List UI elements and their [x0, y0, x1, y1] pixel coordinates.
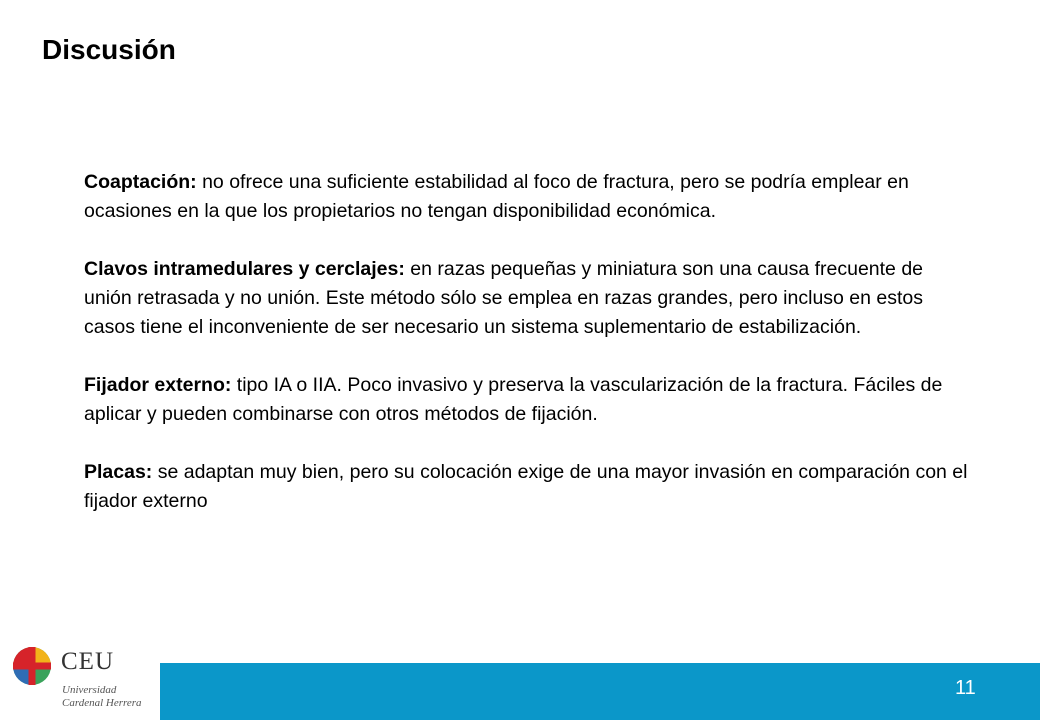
paragraph-coaptacion: [84, 168, 974, 226]
discussion-content: [84, 168, 974, 545]
term-placas: Placas:: [84, 461, 153, 483]
term-coaptacion: Coaptación:: [84, 171, 197, 193]
ceu-cross-icon: [12, 646, 52, 686]
ceu-logo: [12, 646, 158, 716]
logo-line-universidad: Universidad: [62, 684, 117, 696]
paragraph-fijador: [84, 371, 974, 429]
term-fijador: Fijador externo:: [84, 374, 232, 396]
text-clavos: en razas pequeñas y miniatura son una causa frecuente de unión retrasada y no unión. Este método sólo se emplea en razas grandes, pero incluso en estos casos tiene el inconveniente de ser necesario un sistema suplementario de estabilización.: [84, 258, 924, 338]
text-fijador: tipo IA o IIA. Poco invasivo y preserva la vascularización de la fractura. Fáciles de aplicar y pueden combinarse con otros métodos de fijación.: [84, 374, 943, 425]
logo-wordmark: CEU: [61, 648, 114, 675]
page-number: 11: [955, 677, 976, 699]
slide-title: Discusión: [42, 34, 176, 65]
paragraph-clavos: [84, 255, 974, 342]
text-coaptacion: no ofrece una suficiente estabilidad al foco de fractura, pero se podría emplear en ocasiones en la que los propietarios no tengan disponibilidad económica.: [84, 171, 909, 222]
term-clavos: Clavos intramedulares y cerclajes:: [84, 258, 405, 280]
footer-bar: [160, 663, 1040, 720]
text-placas: se adaptan muy bien, pero su colocación exige de una mayor invasión en comparación con el fijador externo: [84, 461, 968, 512]
paragraph-placas: [84, 458, 974, 516]
logo-line-cardenal: Cardenal Herrera: [62, 697, 142, 709]
